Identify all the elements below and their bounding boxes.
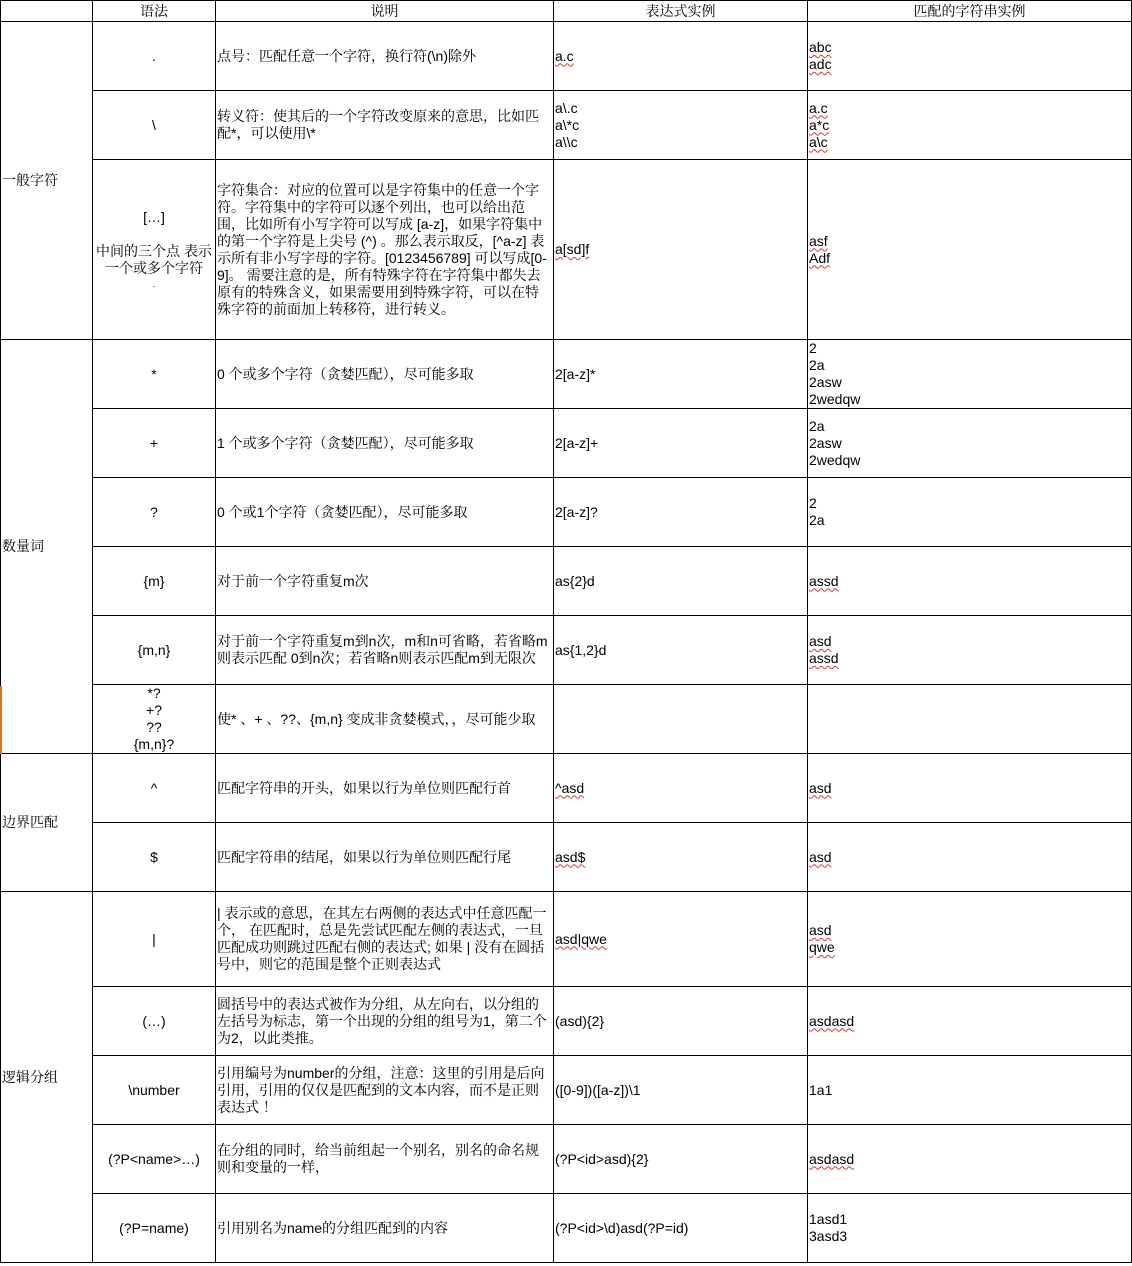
syntax-cell: ^	[93, 754, 216, 823]
table-row	[1, 547, 1132, 616]
header-category	[1, 1, 93, 22]
table-row	[1, 754, 1132, 823]
syntax-cell: $	[93, 823, 216, 892]
description-cell: 点号：匹配任意一个字符，换行符(\n)除外	[216, 22, 554, 91]
example-cell	[554, 685, 808, 754]
header-match: 匹配的字符串实例	[808, 1, 1132, 22]
syntax-cell: (?P<name>…)	[93, 1125, 216, 1194]
syntax-cell: (…)	[93, 987, 216, 1056]
match-cell: asdasd	[808, 987, 1132, 1056]
category-boundary: 边界匹配	[1, 754, 93, 892]
example-cell: ^asd	[554, 754, 808, 823]
table-row	[1, 823, 1132, 892]
description-cell: 引用别名为name的分组匹配到的内容	[216, 1194, 554, 1263]
description-cell: 转义符：使其后的一个字符改变原来的意思，比如匹配*，可以使用\*	[216, 91, 554, 160]
example-cell: ([0-9])([a-z])\1	[554, 1056, 808, 1125]
example-cell: as{2}d	[554, 547, 808, 616]
syntax-cell: {m,n}	[93, 616, 216, 685]
example-cell: 2[a-z]?	[554, 478, 808, 547]
match-cell: 2 2a	[808, 478, 1132, 547]
description-cell: 对于前一个字符重复m到n次，m和n可省略，若省略m则表示匹配 0到n次；若省略n则表示匹配m到无限次	[216, 616, 554, 685]
syntax-cell: ?	[93, 478, 216, 547]
match-cell: 1asd1 3asd3	[808, 1194, 1132, 1263]
description-cell: 1 个或多个字符（贪婪匹配），尽可能多取	[216, 409, 554, 478]
table-row	[1, 1056, 1132, 1125]
category-quantifier: 数量词	[1, 340, 93, 754]
category-grouping: 逻辑分组	[1, 892, 93, 1263]
category-general: 一般字符	[1, 22, 93, 340]
example-cell: as{1,2}d	[554, 616, 808, 685]
header-syntax: 语法	[93, 1, 216, 22]
match-cell: asd assd	[808, 616, 1132, 685]
row-highlight-marker	[0, 686, 2, 754]
match-cell: asdasd	[808, 1125, 1132, 1194]
description-cell: 引用编号为number的分组，注意：这里的引用是后向引用，引用的仅仅是匹配到的文本内容，而不是正则表达式 ！	[216, 1056, 554, 1125]
description-cell: 对于前一个字符重复m次	[216, 547, 554, 616]
syntax-cell: +	[93, 409, 216, 478]
description-cell: 在分组的同时，给当前组起一个别名，别名的命名规则和变量的一样，	[216, 1125, 554, 1194]
description-cell: 0 个或多个字符（贪婪匹配），尽可能多取	[216, 340, 554, 409]
match-cell	[808, 685, 1132, 754]
example-cell: 2[a-z]+	[554, 409, 808, 478]
example-cell: asd$	[554, 823, 808, 892]
description-cell: 0 个或1个字符（贪婪匹配），尽可能多取	[216, 478, 554, 547]
match-cell: abc adc	[808, 22, 1132, 91]
table-row	[1, 22, 1132, 91]
example-cell: a\.c a\*c a\\c	[554, 91, 808, 160]
syntax-cell: \	[93, 91, 216, 160]
match-cell: 2 2a 2asw 2wedqw	[808, 340, 1132, 409]
table-row	[1, 987, 1132, 1056]
description-cell: 圆括号中的表达式被作为分组，从左向右，以分组的左括号为标志，第一个出现的分组的组号为1，第二个为2，以此类推。	[216, 987, 554, 1056]
header-example: 表达式实例	[554, 1, 808, 22]
table-row	[1, 1194, 1132, 1263]
table-row	[1, 91, 1132, 160]
table-row	[1, 478, 1132, 547]
example-cell: a.c	[554, 22, 808, 91]
example-cell: 2[a-z]*	[554, 340, 808, 409]
table-row	[1, 160, 1132, 340]
example-cell: (?P<id>\d)asd(?P=id)	[554, 1194, 808, 1263]
match-cell: assd	[808, 547, 1132, 616]
header-row	[1, 1, 1132, 22]
table-row	[1, 616, 1132, 685]
match-cell: 2a 2asw 2wedqw	[808, 409, 1132, 478]
table-row	[1, 340, 1132, 409]
example-cell: a[sd]f	[554, 160, 808, 340]
match-cell: asf Adf	[808, 160, 1132, 340]
description-cell: | 表示或的意思，在其左右两侧的表达式中任意匹配一个， 在匹配时，总是先尝试匹配左侧的表达式，一旦匹配成功则跳过匹配右侧的表达式; 如果 | 没有在圆括号中，则它的范围是整个正则表达式	[216, 892, 554, 987]
match-cell: 1a1	[808, 1056, 1132, 1125]
table-row	[1, 409, 1132, 478]
match-cell: asd qwe	[808, 892, 1132, 987]
match-cell: asd	[808, 754, 1132, 823]
syntax-cell: |	[93, 892, 216, 987]
syntax-cell: {m}	[93, 547, 216, 616]
description-cell: 字符集合：对应的位置可以是字符集中的任意一个字符。字符集中的字符可以逐个列出，也可以给出范围，比如所有小写字符可以写成 [a-z]，如果字符集中的第一个字符是上尖号 (^) 。那么表示取反，[^a-z] 表示所有非小写字母的字符。[0123456789] 可以写成[0-9]。 需要注意的是，所有特殊字符在字符集中都失去原有的特殊含义，如果需要用到特殊字符，可以在特殊字符的前面加上转移符，进行转义。	[216, 160, 554, 340]
description-cell: 使* 、+ 、??、{m,n} 变成非贪婪模式，，尽可能少取	[216, 685, 554, 754]
example-cell: (?P<id>asd){2}	[554, 1125, 808, 1194]
table-row	[1, 1125, 1132, 1194]
syntax-cell: .	[93, 22, 216, 91]
description-cell: 匹配字符串的结尾，如果以行为单位则匹配行尾	[216, 823, 554, 892]
syntax-cell: […] 中间的三个点 表示一个或多个字符 .	[93, 160, 216, 340]
syntax-cell: *? +? ?? {m,n}?	[93, 685, 216, 754]
table-row	[1, 685, 1132, 754]
description-cell: 匹配字符串的开头，如果以行为单位则匹配行首	[216, 754, 554, 823]
match-cell: asd	[808, 823, 1132, 892]
syntax-cell: (?P=name)	[93, 1194, 216, 1263]
table-row	[1, 892, 1132, 987]
syntax-cell: \number	[93, 1056, 216, 1125]
syntax-cell: *	[93, 340, 216, 409]
example-cell: (asd){2}	[554, 987, 808, 1056]
header-description: 说明	[216, 1, 554, 22]
example-cell: asd|qwe	[554, 892, 808, 987]
match-cell: a.c a*c a\c	[808, 91, 1132, 160]
